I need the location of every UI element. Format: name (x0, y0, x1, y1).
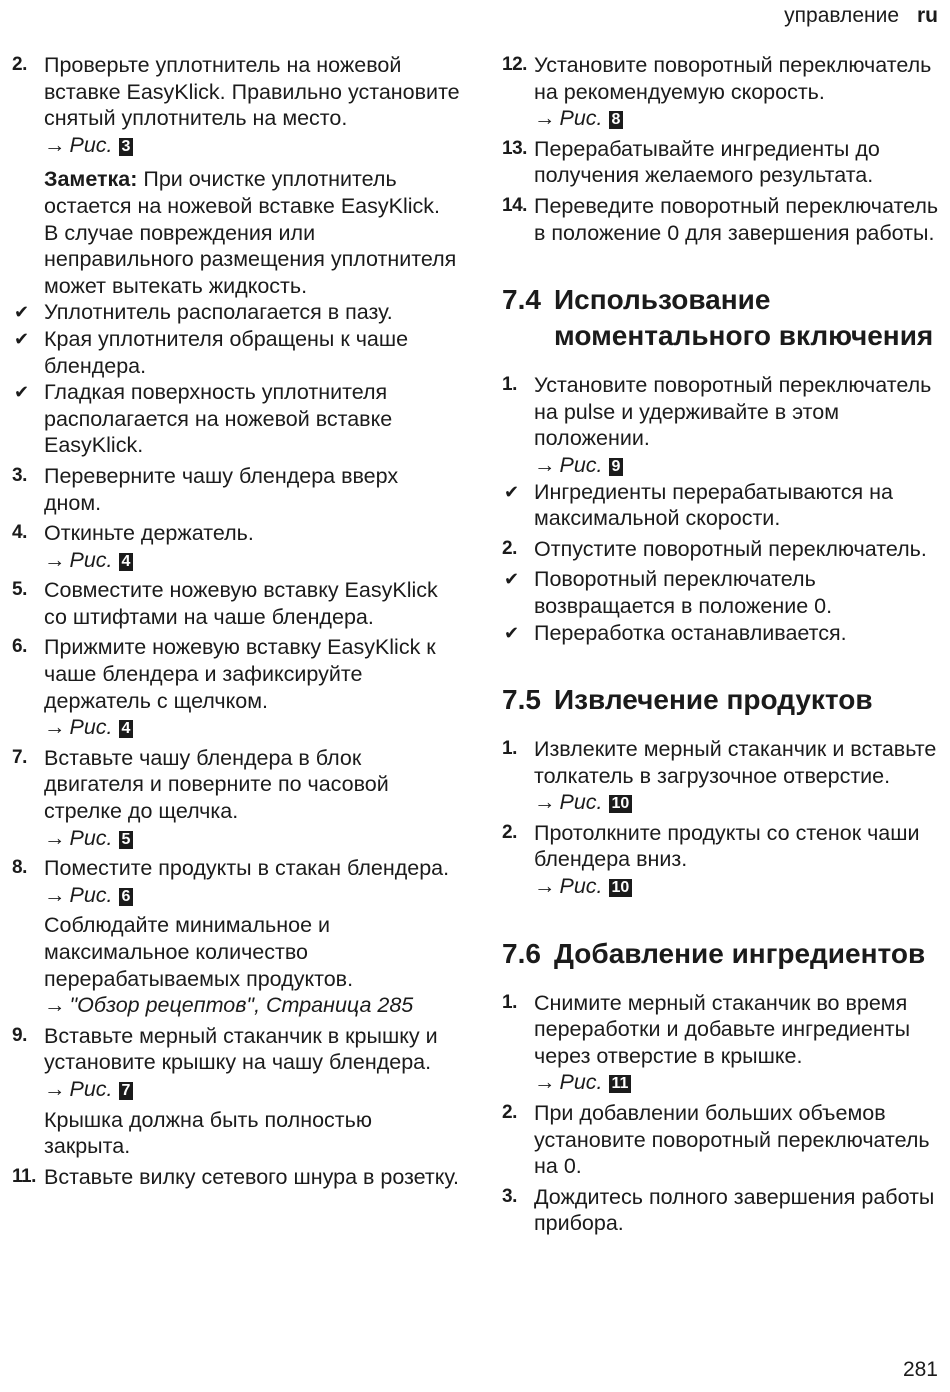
page-number: 281 (902, 1358, 938, 1382)
step-item (12, 52, 460, 158)
arrow-icon: → (44, 993, 66, 1018)
arrow-icon: → (44, 547, 66, 572)
section-heading-7-5 (502, 682, 942, 718)
dial-value: 0 (563, 1154, 576, 1179)
figure-number: 4 (119, 553, 134, 571)
figure-ref (44, 547, 460, 574)
step-item (12, 520, 460, 573)
step-number: 4. (12, 522, 27, 544)
step-text: и удерживайте в этом положении. (534, 399, 839, 451)
step-number: 12. (502, 54, 527, 75)
right-column (502, 52, 942, 1237)
figure-label: Рис. (559, 452, 603, 477)
check-item (12, 299, 460, 326)
step-item (502, 736, 942, 816)
figure-label: Рис. (559, 874, 603, 899)
step-number: 3. (12, 464, 27, 486)
figure-number: 3 (119, 138, 134, 156)
page-ref-text: "Обзор рецептов", Страница 285 (69, 993, 414, 1018)
step-text: Вставьте мерный стаканчик в крышку и установите крышку на чашу блендера. (44, 1023, 438, 1075)
step-text: для завершения работы. (679, 220, 935, 245)
check-text: Края уплотнителя обращены к чаше блендера. (44, 326, 409, 378)
check-item (502, 566, 942, 619)
step-text: Переверните чашу блендера вверх дном. (44, 463, 399, 515)
check-item (12, 379, 460, 459)
figure-ref (534, 1069, 942, 1096)
step-item (502, 1184, 942, 1237)
step-number: 7. (12, 746, 27, 768)
figure-number: 7 (119, 1082, 134, 1100)
arrow-icon: → (44, 1076, 66, 1101)
step-number: 3. (502, 1185, 517, 1207)
step-text: Вставьте вилку сетевого шнура в розетку. (44, 1164, 459, 1189)
step-text: Откиньте держатель. (44, 521, 254, 546)
arrow-icon: → (534, 1070, 556, 1095)
step-item (12, 634, 460, 740)
step-text: Установите поворотный переключатель на рекомендуемую скорость. (534, 53, 932, 104)
step-text: Вставьте чашу блендера в блок двигателя и поверните по часовой стрелке до щелчка. (44, 745, 389, 824)
figure-number: 9 (609, 458, 624, 476)
arrow-icon: → (534, 790, 556, 815)
section-number: 7.5 (502, 684, 541, 716)
check-text: Переработка останавливается. (534, 620, 847, 645)
step-text: Извлеките мерный стаканчик и вставьте толкатель в загрузочное отверстие. (534, 737, 937, 788)
figure-number: 5 (119, 831, 134, 849)
note (12, 166, 460, 299)
dial-value: pulse (563, 399, 616, 424)
figure-label: Рис. (69, 132, 113, 157)
step-number: 2. (12, 54, 27, 75)
step-item (502, 136, 942, 189)
figure-number: 10 (609, 795, 633, 813)
step-number: 2. (502, 537, 517, 559)
figure-number: 4 (119, 720, 134, 738)
check-icon: ✔ (14, 302, 30, 323)
step-item (12, 1023, 460, 1160)
figure-number: 10 (609, 879, 633, 897)
arrow-icon: → (44, 715, 66, 740)
figure-number: 8 (609, 111, 624, 129)
figure-ref (534, 789, 942, 816)
figure-label: Рис. (559, 790, 603, 815)
step-number: 11. (12, 1165, 36, 1187)
step-item (502, 193, 942, 246)
check-item (502, 479, 942, 532)
step-number: 6. (12, 636, 27, 658)
step-item (12, 855, 460, 1019)
check-text: Ингредиенты перерабатываются на максимальной скорости. (534, 479, 893, 531)
dial-value: 0 (667, 220, 680, 245)
step-number: 13. (502, 137, 527, 159)
step-item (12, 463, 460, 516)
step-number: 1. (502, 991, 517, 1013)
step-item (502, 372, 942, 478)
section-heading-7-4 (502, 282, 942, 354)
check-text: Поворотный переключатель возвращается в положение (534, 567, 816, 618)
figure-label: Рис. (559, 1070, 603, 1095)
figure-ref (44, 714, 460, 741)
step-number: 2. (502, 1102, 517, 1124)
step-text: Переведите поворотный переключатель в положение (534, 193, 939, 245)
header-section: управление (784, 4, 899, 27)
figure-label: Рис. (69, 715, 113, 740)
arrow-icon: → (534, 106, 556, 131)
check-item (502, 620, 942, 647)
step-detail: Крышка должна быть полностью закрыта. (44, 1107, 372, 1159)
figure-number: 6 (119, 888, 134, 906)
section-number: 7.6 (502, 937, 541, 969)
step-text: Снимите мерный стаканчик во время переработки и добавьте ингредиенты через отверстие в крышке. (534, 990, 911, 1068)
figure-ref (44, 132, 460, 159)
step-text: Дождитесь полного завершения работы прибора. (534, 1184, 935, 1236)
check-item (12, 326, 460, 379)
arrow-icon: → (44, 825, 66, 850)
step-number: 9. (12, 1024, 27, 1046)
arrow-icon: → (44, 882, 66, 907)
step-text: Протолкните продукты со стенок чаши блендера вниз. (534, 820, 920, 872)
step-text: Совместите ножевую вставку EasyKlick со штифтами на чаше блендера. (44, 578, 438, 629)
arrow-icon: → (534, 452, 556, 477)
note-text: При очистке уплотнитель остается на ножевой вставке EasyKlick. В случае повреждения или неправильного размещения уплотнителя может вытекать жидкость. (44, 167, 457, 298)
step-text: При добавлении больших объемов установите поворотный переключатель на (534, 1101, 930, 1179)
step-text: Отпустите поворотный переключатель. (534, 536, 927, 561)
step-item (502, 52, 942, 132)
figure-ref (44, 825, 460, 852)
check-icon: ✔ (504, 481, 520, 502)
check-icon: ✔ (14, 328, 30, 349)
step-item (502, 536, 942, 563)
step-number: 1. (502, 374, 517, 396)
check-icon: ✔ (504, 622, 520, 643)
section-heading-7-6 (502, 936, 942, 972)
step-text: Поместите продукты в стакан блендера. (44, 856, 450, 881)
dial-value: 0 (814, 593, 827, 618)
page-ref[interactable] (44, 992, 460, 1019)
figure-number: 11 (609, 1075, 632, 1093)
figure-label: Рис. (69, 882, 113, 907)
figure-label: Рис. (69, 1076, 113, 1101)
arrow-icon: → (534, 874, 556, 899)
step-item (12, 745, 460, 851)
step-item (12, 577, 460, 630)
check-text: . (826, 593, 833, 618)
step-text: Прижмите ножевую вставку EasyKlick к чаше блендера и зафиксируйте держатель с щелчком. (44, 635, 436, 713)
figure-label: Рис. (559, 106, 603, 131)
step-item (502, 820, 942, 900)
figure-ref (44, 1076, 460, 1103)
step-number: 14. (502, 194, 527, 216)
step-number: 8. (12, 857, 27, 879)
section-title: Извлечение продуктов (554, 684, 873, 716)
figure-label: Рис. (69, 547, 113, 572)
step-number: 2. (502, 821, 517, 843)
left-column (12, 52, 460, 1190)
figure-ref (534, 452, 942, 479)
check-text: Гладкая поверхность уплотнителя располагается на ножевой вставке EasyKlick. (44, 380, 393, 458)
arrow-icon: → (44, 132, 66, 157)
step-text: Проверьте уплотнитель на ножевой вставке EasyKlick. Правильно установите снятый уплотнитель на место. (44, 53, 460, 131)
note-label: Заметка: (44, 167, 138, 192)
section-title: Добавление ингредиентов (554, 937, 926, 969)
figure-ref (534, 873, 942, 900)
step-text: . (575, 1154, 582, 1179)
step-number: 1. (502, 738, 517, 760)
step-detail: Соблюдайте минимальное и максимальное количество перерабатываемых продуктов. (44, 913, 354, 991)
step-item (502, 990, 942, 1096)
running-header (784, 3, 938, 30)
step-text: Установите поворотный переключатель на (534, 373, 932, 424)
check-icon: ✔ (14, 382, 30, 403)
step-number: 5. (12, 579, 27, 601)
section-number: 7.4 (502, 284, 541, 316)
figure-label: Рис. (69, 825, 113, 850)
step-text: Перерабатывайте ингредиенты до получения желаемого результата. (534, 136, 880, 188)
check-text: Уплотнитель располагается в пазу. (44, 300, 393, 325)
check-icon: ✔ (504, 569, 520, 590)
step-item (502, 1100, 942, 1180)
step-item (12, 1164, 460, 1191)
figure-ref (44, 882, 460, 909)
section-title: Использование моментального включения (554, 284, 934, 352)
figure-ref (534, 105, 942, 132)
header-lang: ru (917, 4, 938, 27)
